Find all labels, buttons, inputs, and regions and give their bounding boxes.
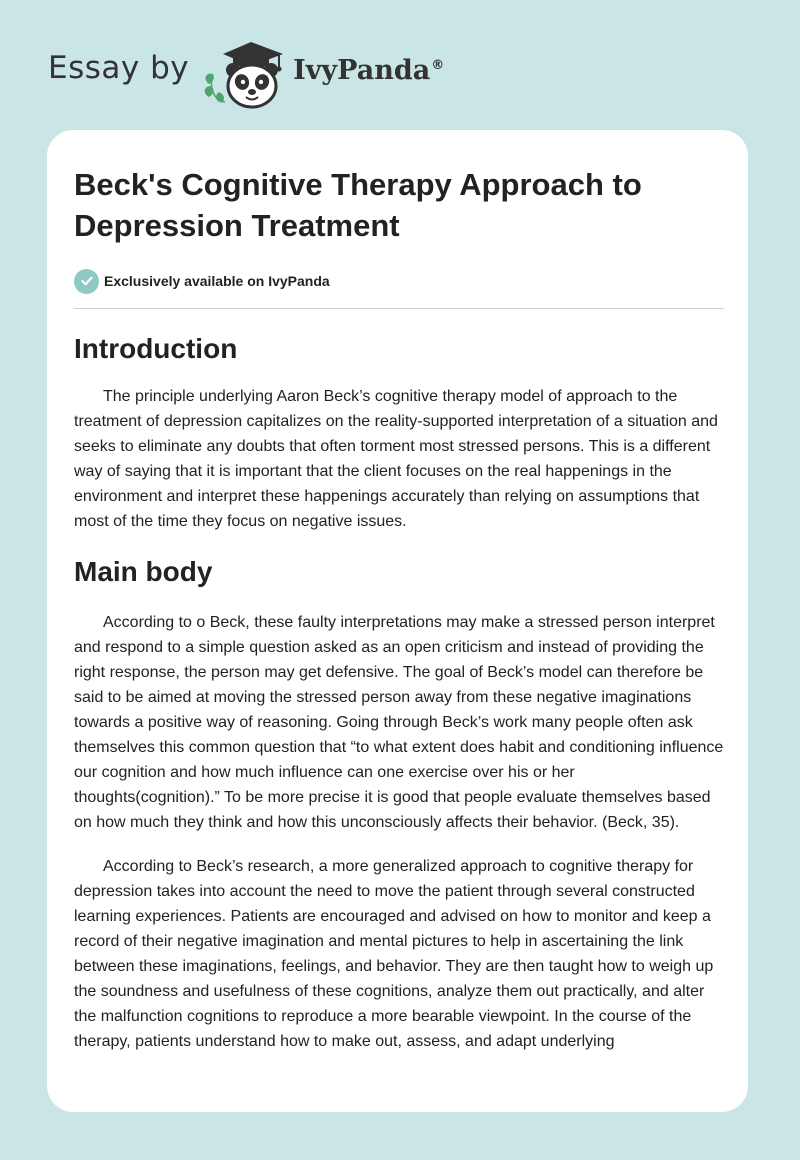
section-heading-main-body: Main body (74, 556, 213, 587)
article-title: Beck's Cognitive Therapy Approach to Depression Treatment (74, 167, 642, 243)
main-body-paragraph: According to Beck’s research, a more generalized approach to cognitive therapy for depression takes into account the need to move the patient through several constructed learning experiences. Patients are encouraged and advised on how to monitor and keep a record of their negative imagination and mental pictures to help in ascertaining the link between these imaginations, feelings, and behavior. They are then taught how to weigh up the soundness and usefulness of these cognitions, analyze them out practically, and alter the malfunction cognitions to reproduce a more bearable viewpoint. In the course of the therapy, patients understand how to make out, assess, and adapt underlying (74, 858, 714, 1050)
article-card (47, 130, 748, 1112)
article-content (74, 164, 724, 1054)
introduction-paragraph: The principle underlying Aaron Beck’s cognitive therapy model of approach to the treatment of depression capitalizes on the reality-supported interpretation of a situation and seeks to eliminate any doubts that often torment most stressed persons. This is a different way of saying that it is important that the client focuses on the real happenings in the environment and interpret these happenings accurately than relying on assumptions that most of the time they focus on negative issues. (74, 388, 718, 530)
exclusive-badge-text: Exclusively available on IvyPanda (104, 273, 330, 289)
brand-header (48, 34, 444, 110)
exclusive-badge (74, 268, 724, 294)
divider (74, 308, 724, 309)
check-circle-icon (74, 269, 99, 294)
main-body-paragraph: According to o Beck, these faulty interpretations may make a stressed person interpret and respond to a simple question asked as an open criticism and instead of providing the right response, the person may get defensive. The goal of Beck’s model can therefore be said to be aimed at moving the stressed person away from these negative imaginations towards a positive way of reasoning. Going through Beck’s work many people often ask themselves this common question that “to what extent does habit and conditioning influence our cognition and how much influence can one exercise over his or her thoughts(cognition).” To be more precise it is good that people evaluate themselves based on how much they think and how this unconsciously affects their behavior. (Beck, 35). (74, 614, 724, 831)
brand-name[interactable]: IvyPanda® (293, 54, 445, 86)
section-heading-introduction: Introduction (74, 333, 238, 364)
brand-prefix: Essay by (48, 50, 190, 86)
registered-mark: ® (431, 57, 445, 73)
panda-graduate-icon[interactable] (199, 34, 291, 110)
